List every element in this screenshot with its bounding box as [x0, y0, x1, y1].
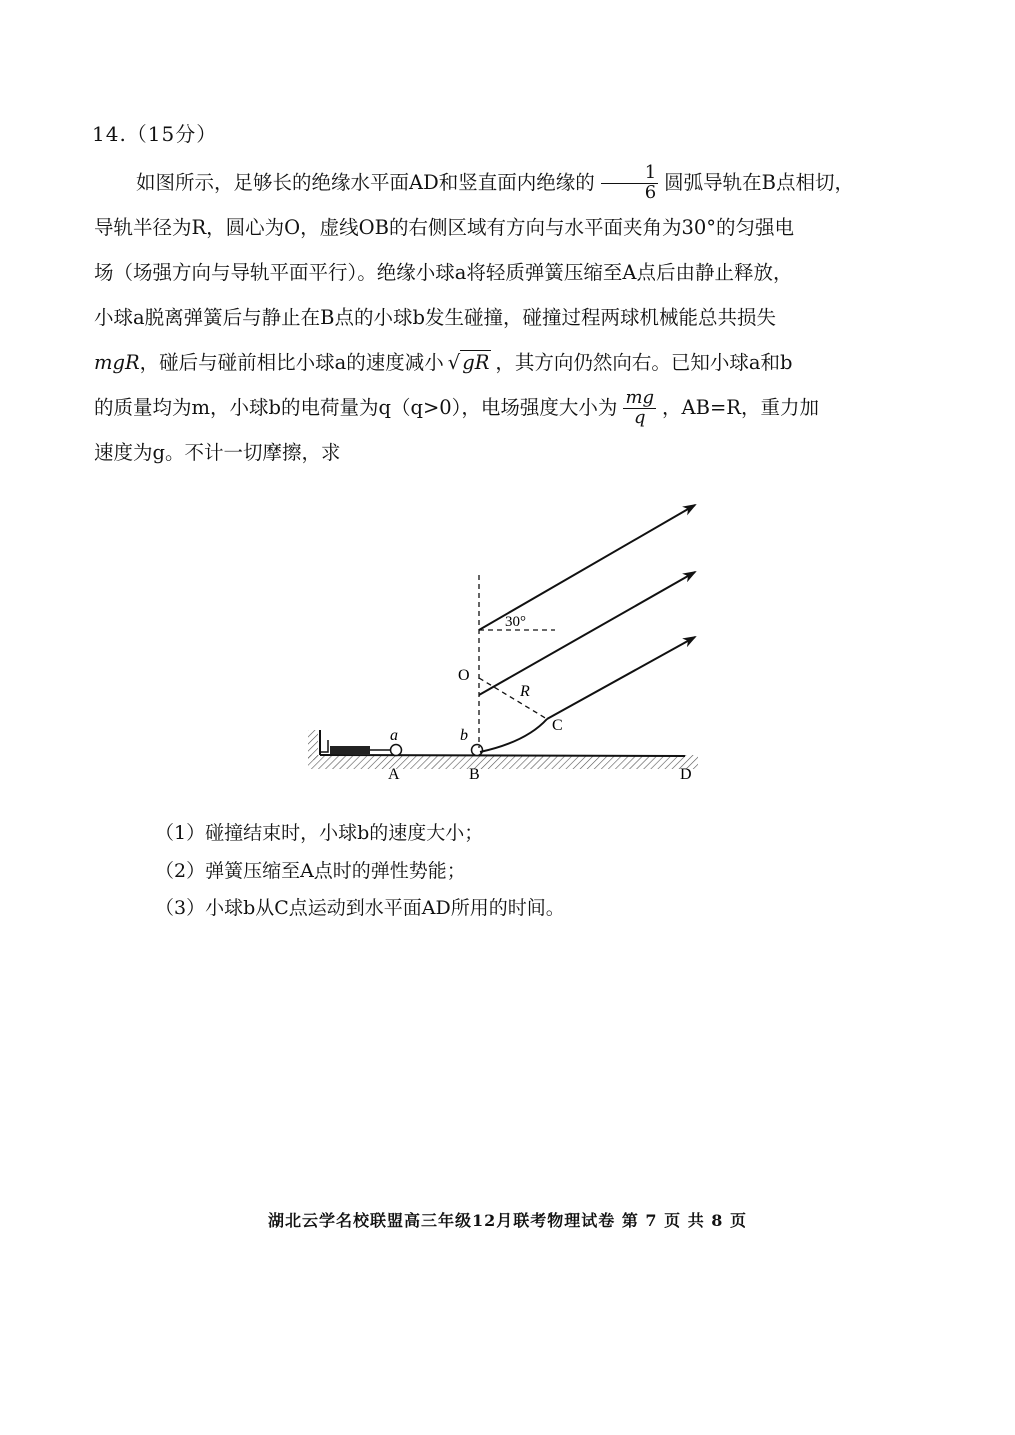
- ground-line-AD: [320, 755, 685, 756]
- stem-text: ，其方向仍然向右。已知小球a和b: [495, 351, 793, 374]
- label-R: R: [520, 683, 530, 700]
- stem-text: 的质量均为m，小球b的电荷量为q（q>0），电场强度大小为: [94, 396, 618, 419]
- label-C: C: [552, 717, 563, 734]
- question-number: 14.（15分）: [92, 122, 218, 146]
- question-stem: [94, 160, 894, 475]
- stem-formula: mgR: [94, 351, 140, 374]
- stem-line-4: 小球a脱离弹簧后与静止在B点的小球b发生碰撞，碰撞过程两球机械能总共损失: [94, 306, 776, 329]
- physics-diagram: [300, 490, 720, 790]
- stem-line-6: [94, 385, 894, 430]
- ground-hatch: [308, 755, 698, 769]
- ball-a: [391, 745, 402, 756]
- ball-b: [472, 745, 483, 756]
- spring: [330, 746, 370, 754]
- angle-label: 30°: [505, 614, 526, 630]
- stem-text: 如图所示，足够长的绝缘水平面AD和竖直面内绝缘的: [136, 171, 595, 194]
- spring-bracket: [320, 740, 328, 752]
- field-arrow-3: [547, 637, 695, 719]
- page-footer: 湖北云学名校联盟高三年级12月联考物理试卷 第 7 页 共 8 页: [268, 1211, 747, 1230]
- stem-line-1: [94, 160, 894, 205]
- label-b: b: [460, 727, 468, 744]
- stem-text: ，碰后与碰前相比小球a的速度减小: [139, 351, 444, 374]
- frac-den: q: [633, 407, 646, 428]
- sub-question-2: （2）弹簧压缩至A点时的弹性势能；: [155, 860, 466, 882]
- label-A: A: [388, 766, 400, 783]
- frac-num: mg: [625, 387, 655, 409]
- fraction-mg-over-q: [623, 389, 656, 428]
- label-B: B: [469, 766, 480, 783]
- label-D: D: [680, 766, 692, 783]
- stem-text: ，AB=R，重力加: [662, 396, 819, 419]
- frac-num: 1: [601, 164, 658, 184]
- frac-den: 6: [644, 182, 657, 203]
- field-arrow-2: [479, 572, 695, 695]
- stem-line-3: 场（场强方向与导轨平面平行）。绝缘小球a将轻质弹簧压缩至A点后由静止释放，: [94, 261, 793, 284]
- sub-question-1: （1）碰撞结束时，小球b的速度大小；: [155, 822, 484, 844]
- label-a: a: [390, 727, 398, 744]
- field-arrow-1: [479, 505, 695, 630]
- label-O: O: [458, 667, 470, 684]
- stem-line-5: [94, 340, 894, 385]
- sqrt-gR: √ gR: [447, 351, 490, 374]
- stem-line-7: 速度为g。不计一切摩擦，求: [94, 441, 341, 464]
- stem-line-2: 导轨半径为R，圆心为O，虚线OB的右侧区域有方向与水平面夹角为30°的匀强电: [94, 216, 795, 239]
- fraction-one-sixth: [601, 164, 658, 203]
- wall-hatch: [308, 730, 318, 760]
- dashed-radius-OC: [479, 678, 547, 719]
- sqrt-radicand: gR: [462, 351, 490, 374]
- stem-text: 圆弧导轨在B点相切，: [664, 171, 855, 194]
- sub-question-3: （3）小球b从C点运动到水平面AD所用的时间。: [155, 897, 565, 919]
- arc-track-BC: [480, 719, 547, 752]
